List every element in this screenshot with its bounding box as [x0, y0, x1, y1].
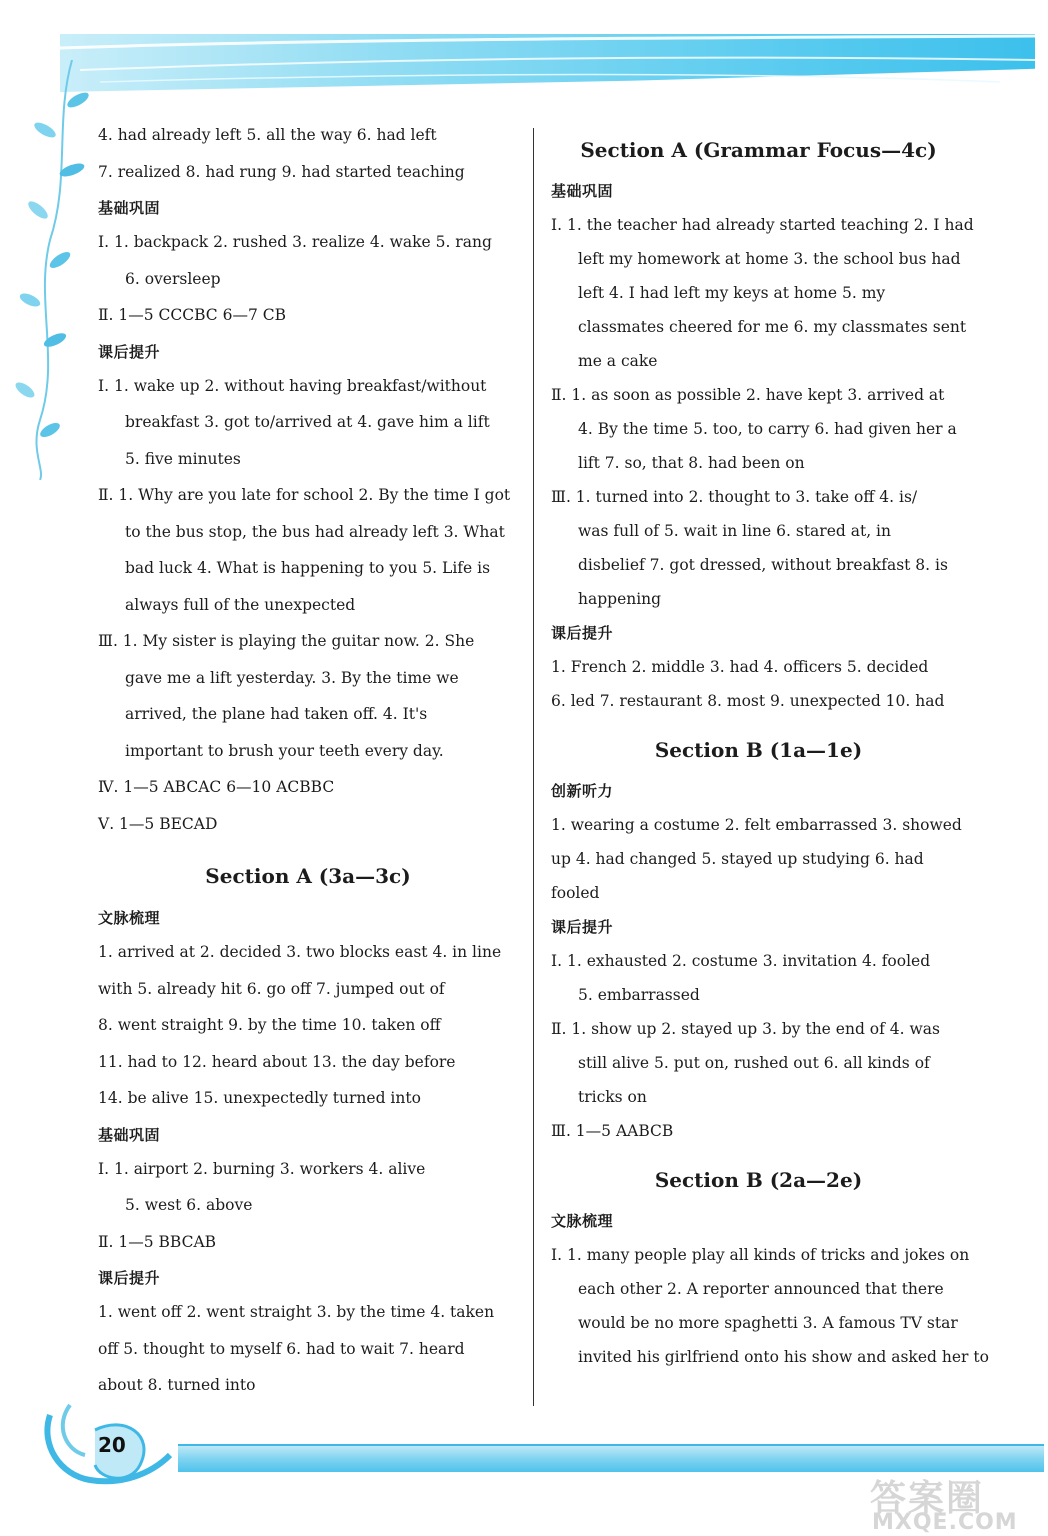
- answer-line: Ⅰ. 1. many people play all kinds of tricks and jokes on: [551, 1246, 970, 1264]
- answer-line: 1. arrived at 2. decided 3. two blocks east 4. in line: [98, 943, 502, 961]
- answer-line: about 8. turned into: [98, 1376, 256, 1394]
- subheading: 基础巩固: [551, 182, 614, 200]
- subheading: 文脉梳理: [551, 1212, 614, 1230]
- page-number: 20: [98, 1433, 126, 1457]
- answer-line: Ⅴ. 1—5 BECAD: [98, 814, 218, 833]
- subheading: 课后提升: [98, 1269, 161, 1287]
- answer-line-continued: tricks on: [578, 1088, 647, 1106]
- answer-line-continued: would be no more spaghetti 3. A famous TV star: [578, 1314, 958, 1332]
- subheading: 文脉梳理: [98, 909, 161, 927]
- answer-line: Ⅰ. 1. wake up 2. without having breakfast/without: [98, 376, 487, 395]
- answer-line-continued: each other 2. A reporter announced that there: [578, 1280, 944, 1298]
- answer-line-continued: 4. By the time 5. too, to carry 6. had given her a: [578, 420, 957, 438]
- answer-line: 14. be alive 15. unexpectedly turned into: [98, 1089, 421, 1107]
- subheading: 基础巩固: [98, 199, 161, 217]
- answer-line-continued: lift 7. so, that 8. had been on: [578, 454, 805, 472]
- answer-line-continued: gave me a lift yesterday. 3. By the time we: [125, 668, 459, 687]
- section-title: Section A (Grammar Focus—4c): [580, 138, 937, 162]
- answer-line-continued: always full of the unexpected: [125, 595, 356, 614]
- answer-line: Ⅱ. 1—5 CCCBC 6—7 CB: [98, 306, 286, 324]
- vine-leaf-decoration: [0, 60, 110, 480]
- watermark-logo: [870, 1470, 1030, 1535]
- answer-line: Ⅱ. 1. as soon as possible 2. have kept 3. arrived at: [551, 386, 945, 404]
- answer-line: Ⅲ. 1. My sister is playing the guitar now. 2. She: [98, 632, 475, 650]
- answer-line-continued: happening: [578, 590, 662, 608]
- answer-line-continued: classmates cheered for me 6. my classmates sent: [578, 318, 967, 336]
- section-title: Section B (2a—2e): [654, 1168, 863, 1192]
- answer-line: 1. went off 2. went straight 3. by the time 4. taken: [98, 1303, 495, 1321]
- answer-line: 6. led 7. restaurant 8. most 9. unexpected 10. had: [551, 692, 945, 710]
- right-column: [551, 122, 989, 1378]
- answer-line: Ⅳ. 1—5 ABCAC 6—10 ACBBC: [98, 778, 335, 796]
- footer-ribbon: [178, 1444, 1044, 1472]
- answer-line-continued: 6. oversleep: [125, 269, 221, 288]
- answer-line: Ⅲ. 1—5 AABCB: [551, 1122, 674, 1140]
- subheading: 创新听力: [551, 782, 614, 800]
- answer-line: Ⅱ. 1—5 BBCAB: [98, 1232, 217, 1251]
- subheading: 课后提升: [551, 624, 614, 642]
- answer-line-continued: disbelief 7. got dressed, without breakfast 8. is: [578, 556, 948, 574]
- answer-line-continued: left my homework at home 3. the school bus had: [578, 250, 961, 268]
- section-title: Section B (1a—1e): [654, 738, 863, 762]
- page-number-badge: [40, 1395, 180, 1505]
- column-divider: [533, 128, 534, 1406]
- watermark-text: 答案圈: [870, 1478, 985, 1519]
- answer-line: up 4. had changed 5. stayed up studying 6. had: [551, 850, 924, 868]
- answer-line: with 5. already hit 6. go off 7. jumped out of: [98, 979, 445, 998]
- answer-line-continued: still alive 5. put on, rushed out 6. all kinds of: [578, 1054, 930, 1072]
- answer-line: 4. had already left 5. all the way 6. had left: [98, 126, 437, 144]
- subheading: 课后提升: [551, 918, 614, 936]
- answer-line: Ⅱ. 1. Why are you late for school 2. By the time I got: [98, 486, 511, 504]
- answer-line-continued: 5. five minutes: [125, 449, 241, 468]
- answer-line-continued: 5. west 6. above: [125, 1196, 253, 1214]
- answer-line: Ⅰ. 1. backpack 2. rushed 3. realize 4. wake 5. rang: [98, 233, 492, 251]
- answer-line-continued: me a cake: [578, 352, 658, 370]
- answer-line: 7. realized 8. had rung 9. had started teaching: [98, 162, 465, 181]
- section-title: Section A (3a—3c): [205, 864, 411, 888]
- header-wave-decoration: [0, 30, 1048, 110]
- answer-line: 11. had to 12. heard about 13. the day before: [98, 1052, 456, 1071]
- answer-line: 1. French 2. middle 3. had 4. officers 5. decided: [551, 658, 929, 676]
- answer-line-continued: was full of 5. wait in line 6. stared at, in: [578, 522, 891, 540]
- answer-line: 8. went straight 9. by the time 10. taken off: [98, 1016, 441, 1034]
- answer-line: Ⅰ. 1. the teacher had already started teaching 2. I had: [551, 216, 974, 234]
- answer-line-continued: bad luck 4. What is happening to you 5. Life is: [125, 559, 491, 577]
- answer-line-continued: invited his girlfriend onto his show and asked her to: [578, 1348, 989, 1366]
- watermark-url: MXQE.COM: [872, 1510, 1018, 1535]
- answer-line-continued: to the bus stop, the bus had already left 3. What: [125, 522, 505, 541]
- answer-line-continued: 5. embarrassed: [578, 986, 700, 1004]
- left-column: [98, 122, 518, 1409]
- answer-line: Ⅰ. 1. airport 2. burning 3. workers 4. alive: [98, 1159, 426, 1178]
- answer-line: Ⅱ. 1. show up 2. stayed up 3. by the end of 4. was: [551, 1020, 940, 1038]
- answer-line: Ⅲ. 1. turned into 2. thought to 3. take off 4. is/: [551, 488, 918, 506]
- subheading: 课后提升: [98, 342, 161, 361]
- answer-line-continued: left 4. I had left my keys at home 5. my: [578, 284, 886, 302]
- answer-line: Ⅰ. 1. exhausted 2. costume 3. invitation 4. fooled: [551, 952, 931, 970]
- subheading: 基础巩固: [98, 1125, 161, 1144]
- answer-line-continued: arrived, the plane had taken off. 4. It's: [125, 705, 428, 723]
- answer-line: off 5. thought to myself 6. had to wait 7. heard: [98, 1339, 465, 1358]
- answer-line-continued: important to brush your teeth every day.: [125, 741, 444, 760]
- answer-line-continued: breakfast 3. got to/arrived at 4. gave him a lift: [125, 413, 490, 431]
- answer-line: fooled: [551, 884, 600, 902]
- answer-line: 1. wearing a costume 2. felt embarrassed 3. showed: [551, 816, 962, 834]
